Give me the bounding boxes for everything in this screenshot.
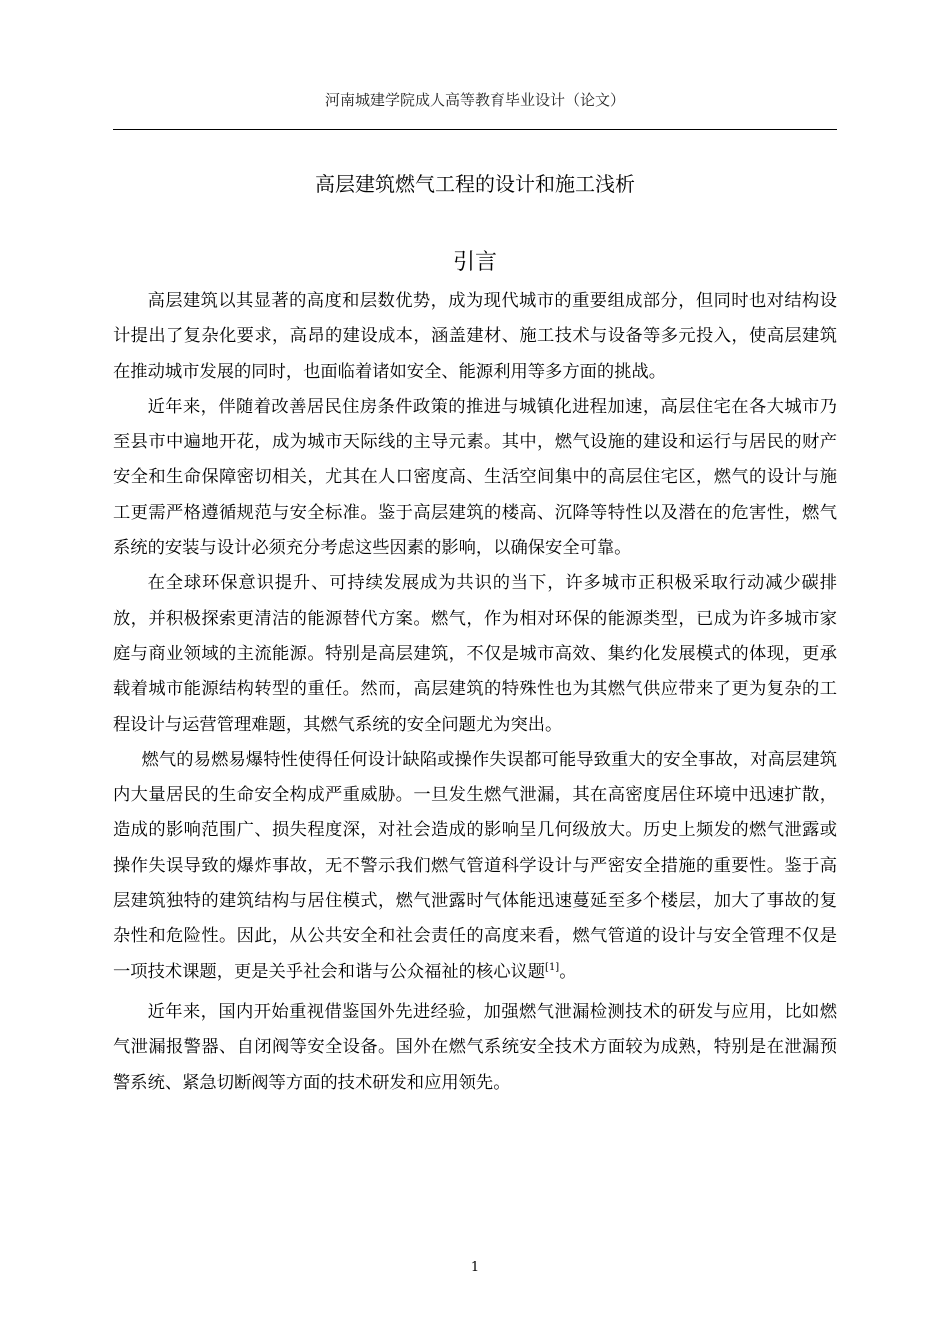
- paragraph-4-end: 。: [559, 961, 577, 982]
- paragraph-4-text: 燃气的易燃易爆特性使得任何设计缺陷或操作失误都可能导致重大的安全事故，对高层建筑内大量居民的生命安全构成严重威胁。一旦发生燃气泄漏，其在高密度居住环境中迅速扩散，造成的影响范围广、损失程度深，对社会造成的影响呈几何级放大。历史上频发的燃气泄露或操作失误导致的爆炸事故，无不警示我们燃气管道科学设计与严密安全措施的重要性。鉴于高层建筑独特的建筑结构与居住模式，燃气泄露时气体能迅速蔓延至多个楼层，加大了事故的复杂性和危险性。因此，从公共安全和社会责任的高度来看，燃气管道的设计与安全管理不仅是一项技术课题，更是关乎社会和谐与公众福祉的核心议题: [113, 749, 837, 982]
- section-heading-introduction: 引言: [452, 250, 497, 275]
- running-header: 河南城建学院成人高等教育毕业设计（论文）: [324, 91, 625, 109]
- paragraph-5: 近年来，国内开始重视借鉴国外先进经验，加强燃气泄漏检测技术的研发与应用，比如燃气泄漏报警器、自闭阀等安全设备。国外在燃气系统安全技术方面较为成熟，特别是在泄漏预警系统、紧急切断阀等方面的技术研发和应用领先。: [113, 1001, 837, 1093]
- citation-ref-1[interactable]: [1]: [545, 961, 560, 973]
- document-title: 高层建筑燃气工程的设计和施工浅析: [315, 172, 635, 196]
- header-divider: [113, 129, 837, 130]
- paragraph-4: [113, 743, 837, 990]
- paragraph-3: 在全球环保意识提升、可持续发展成为共识的当下，许多城市正积极采取行动减少碳排放，并积极探索更清洁的能源替代方案。燃气，作为相对环保的能源类型，已成为许多城市家庭与商业领域的主流能源。特别是高层建筑，不仅是城市高效、集约化发展模式的体现，更承载着城市能源结构转型的重任。然而，高层建筑的特殊性也为其燃气供应带来了更为复杂的工程设计与运营管理难题，其燃气系统的安全问题尤为突出。: [113, 573, 837, 735]
- page-number: 1: [470, 1260, 480, 1275]
- paragraph-2: 近年来，伴随着改善居民住房条件政策的推进与城镇化进程加速，高层住宅在各大城市乃至县市中遍地开花，成为城市天际线的主导元素。其中，燃气设施的建设和运行与居民的财产安全和生命保障密切相关，尤其在人口密度高、生活空间集中的高层住宅区，燃气的设计与施工更需严格遵循规范与安全标准。鉴于高层建筑的楼高、沉降等特性以及潜在的危害性，燃气系统的安装与设计必须充分考虑这些因素的影响，以确保安全可靠。: [113, 396, 837, 559]
- body-text: [113, 284, 837, 1101]
- paragraph-1: 高层建筑以其显著的高度和层数优势，成为现代城市的重要组成部分，但同时也对结构设计提出了复杂化要求，高昂的建设成本，涵盖建材、施工技术与设备等多元投入，使高层建筑在推动城市发展的同时，也面临着诸如安全、能源利用等多方面的挑战。: [113, 291, 837, 382]
